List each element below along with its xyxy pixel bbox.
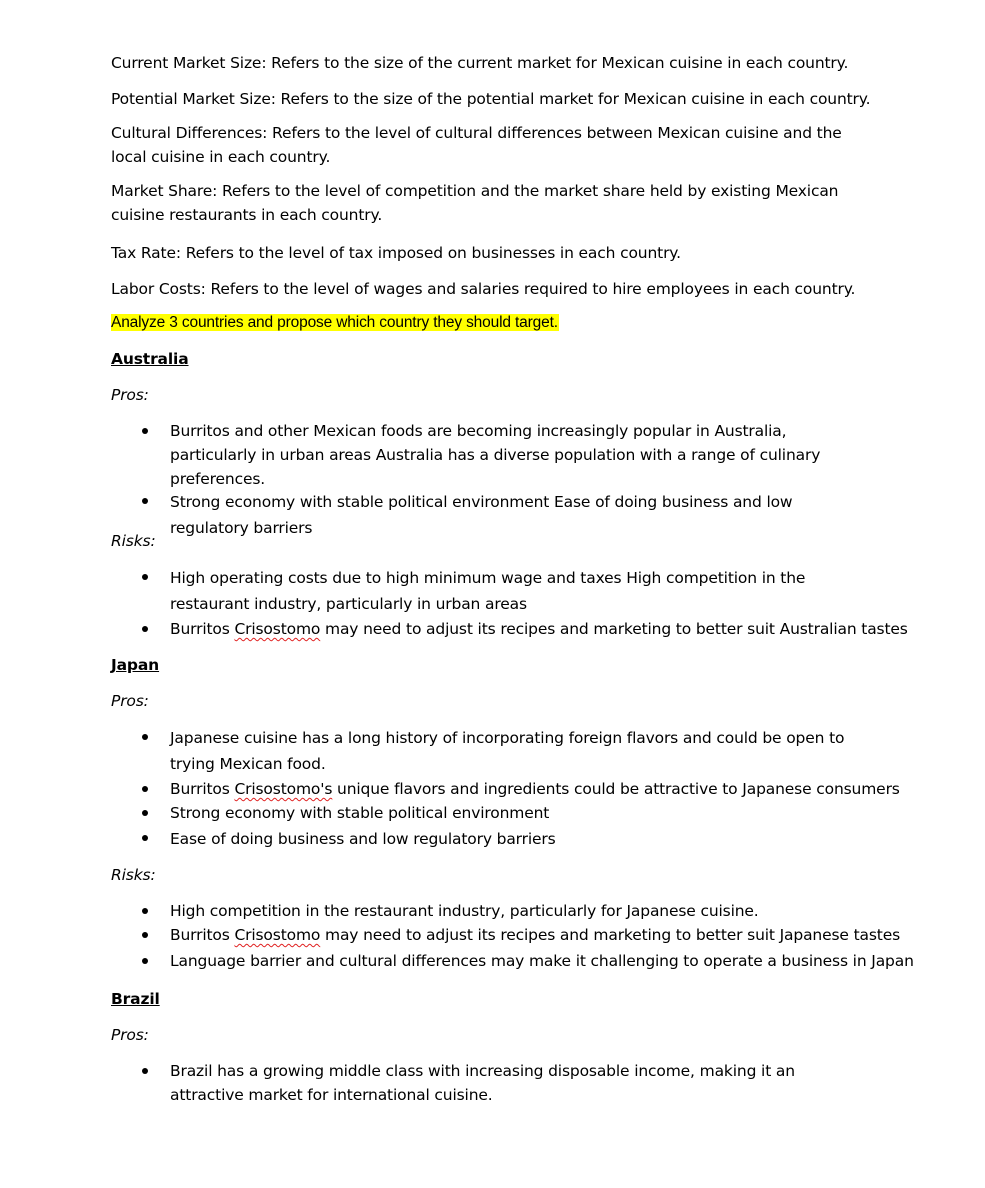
spellcheck-flagged-word: Crisostomo's xyxy=(234,780,333,798)
list-item: Burritos Crisostomo may need to adjust its recipes and marketing to better suit Japanese tastes xyxy=(111,923,901,947)
country-heading-japan: Japan xyxy=(111,656,160,674)
list-item: Japanese cuisine has a long history of incorporating foreign flavors and could be open to trying Mexican food. xyxy=(111,725,870,777)
definition-market-share: Market Share: Refers to the level of competition and the market share held by existing Mexican cuisine restaurants in each country. xyxy=(111,182,839,224)
japan-pros-label: Pros: xyxy=(111,692,149,710)
highlighted-instruction: Analyze 3 countries and propose which country they should target. xyxy=(111,314,558,331)
instruction-line xyxy=(111,310,559,334)
japan-risks-label: Risks: xyxy=(111,866,156,884)
definition-tax-rate: Tax Rate: Refers to the level of tax imposed on businesses in each country. xyxy=(111,244,681,262)
country-heading-brazil: Brazil xyxy=(111,990,160,1008)
definition-labor-costs: Labor Costs: Refers to the level of wages and salaries required to hire employees in each country. xyxy=(111,280,856,298)
definition-current-market-size: Current Market Size: Refers to the size of the current market for Mexican cuisine in each country. xyxy=(111,54,849,72)
spellcheck-flagged-word: Crisostomo xyxy=(234,926,321,944)
australia-risks-label: Risks: xyxy=(111,532,156,550)
bullet-icon xyxy=(142,835,148,841)
bullet-icon xyxy=(142,810,148,816)
list-item: Language barrier and cultural differences may make it challenging to operate a business in Japan xyxy=(111,949,901,973)
australia-pros-label: Pros: xyxy=(111,386,149,404)
brazil-pros-label: Pros: xyxy=(111,1026,149,1044)
spellcheck-flagged-word: Crisostomo xyxy=(234,620,321,638)
list-item: Burritos and other Mexican foods are becoming increasingly popular in Australia, particularly in urban areas Australia has a diverse population with a range of culinary preferences. xyxy=(111,419,870,491)
bullet-icon xyxy=(142,734,148,740)
australia-risks-list xyxy=(111,565,908,641)
japan-pros-list xyxy=(111,725,901,853)
list-item: Brazil has a growing middle class with increasing disposable income, making it an attractive market for international cuisine. xyxy=(111,1059,870,1107)
bullet-icon xyxy=(142,786,148,792)
bullet-icon xyxy=(142,958,148,964)
bullet-icon xyxy=(142,498,148,504)
country-heading-australia: Australia xyxy=(111,350,189,368)
bullet-icon xyxy=(142,908,148,914)
bullet-icon xyxy=(142,574,148,580)
australia-pros-list xyxy=(111,419,901,541)
list-item: Strong economy with stable political environment xyxy=(111,801,901,825)
list-item: High competition in the restaurant industry, particularly for Japanese cuisine. xyxy=(111,899,901,923)
bullet-icon xyxy=(142,626,148,632)
bullet-icon xyxy=(142,932,148,938)
list-item: Strong economy with stable political environment Ease of doing business and low regulatory barriers xyxy=(111,489,870,541)
definition-cultural-differences: Cultural Differences: Refers to the level of cultural differences between Mexican cuisine and the local cuisine in each country. xyxy=(111,124,842,166)
bullet-icon xyxy=(142,1068,148,1074)
bullet-icon xyxy=(142,428,148,434)
brazil-pros-list xyxy=(111,1059,901,1107)
list-item: Ease of doing business and low regulatory barriers xyxy=(111,825,901,853)
list-item: Burritos Crisostomo may need to adjust its recipes and marketing to better suit Australian tastes xyxy=(111,617,901,641)
japan-risks-list xyxy=(111,899,914,973)
list-item: High operating costs due to high minimum wage and taxes High competition in the restaurant industry, particularly in urban areas xyxy=(111,565,870,617)
definition-potential-market-size: Potential Market Size: Refers to the size of the potential market for Mexican cuisine in each country. xyxy=(111,90,871,108)
list-item: Burritos Crisostomo's unique flavors and ingredients could be attractive to Japanese consumers xyxy=(111,777,901,801)
